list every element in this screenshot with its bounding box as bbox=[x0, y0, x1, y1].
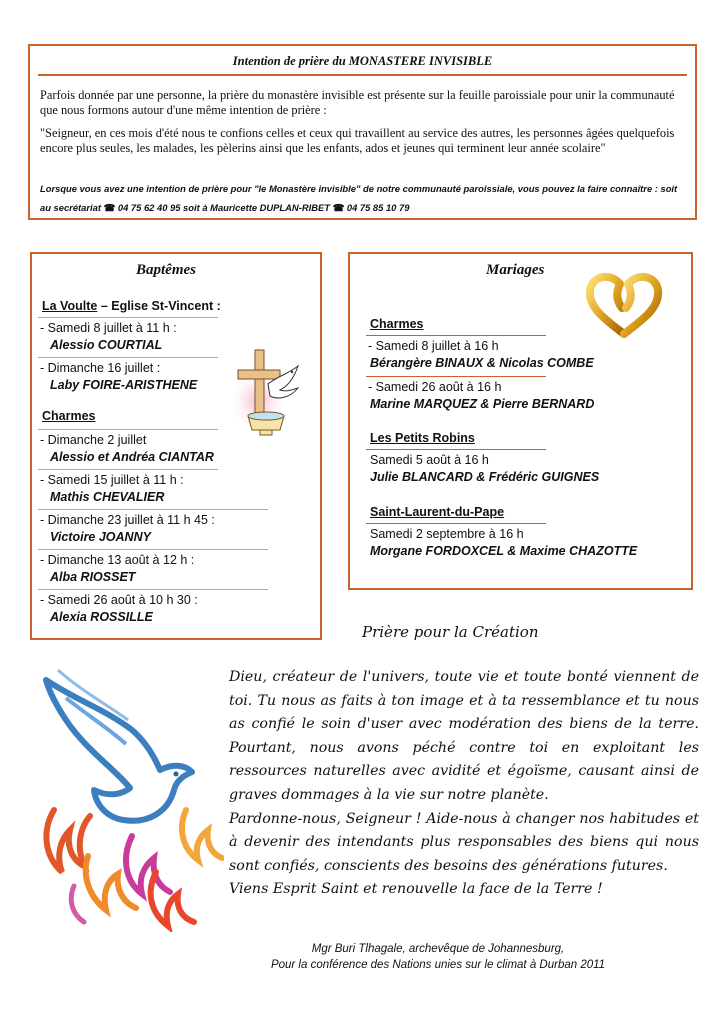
phone-icon: ☎ bbox=[332, 202, 347, 213]
phone-mauricette: 04 75 85 10 79 bbox=[346, 202, 410, 213]
monastere-title: Intention de prière du MONASTERE INVISIBLE bbox=[232, 54, 493, 68]
baptemes-group-title: Charmes bbox=[42, 409, 96, 423]
monastere-contact bbox=[40, 179, 687, 217]
priere-paragraph: Pardonne-nous, Seigneur ! Aide-nous à changer nos habitudes et à devenir des intendants plus responsables des biens qui nous sont confiés, conscients des besoins des générations futures. bbox=[229, 810, 699, 874]
bapteme-date: - Samedi 8 juillet à 11 h : bbox=[40, 321, 177, 335]
bapteme-names: Victoire JOANNY bbox=[50, 530, 151, 544]
separator bbox=[366, 376, 546, 377]
separator bbox=[38, 589, 268, 590]
bapteme-names: Alba RIOSSET bbox=[50, 570, 136, 584]
mariage-date: - Samedi 8 juillet à 16 h bbox=[368, 339, 499, 353]
mariage-names: Julie BLANCARD & Frédéric GUIGNES bbox=[370, 470, 600, 484]
separator bbox=[366, 523, 546, 524]
wedding-rings-icon bbox=[582, 268, 666, 340]
title-rule bbox=[38, 74, 687, 76]
holy-spirit-dove-flames-icon bbox=[36, 660, 224, 932]
bapteme-date: - Dimanche 16 juillet : bbox=[40, 361, 161, 375]
mariage-date: Samedi 2 septembre à 16 h bbox=[370, 527, 524, 541]
mariage-names: Marine MARQUEZ & Pierre BERNARD bbox=[370, 397, 595, 411]
mariages-group-title: Charmes bbox=[370, 317, 424, 331]
bapteme-names: Mathis CHEVALIER bbox=[50, 490, 165, 504]
separator bbox=[38, 509, 268, 510]
mariages-title: Mariages bbox=[486, 262, 545, 278]
mariage-names: Morgane FORDOXCEL & Maxime CHAZOTTE bbox=[370, 544, 638, 558]
separator bbox=[38, 469, 218, 470]
bapteme-date: - Dimanche 2 juillet bbox=[40, 433, 147, 447]
bapteme-date: - Samedi 26 août à 10 h 30 : bbox=[40, 593, 198, 607]
signature-line: Pour la conférence des Nations unies sur le climat à Durban 2011 bbox=[270, 959, 606, 971]
baptemes-title: Baptêmes bbox=[136, 262, 196, 278]
bapteme-date: - Dimanche 13 août à 12 h : bbox=[40, 553, 195, 567]
contact-text-b: soit à Mauricette DUPLAN-RIBET bbox=[180, 202, 333, 213]
mariage-date: - Samedi 26 août à 16 h bbox=[368, 380, 502, 394]
priere-paragraph: Dieu, créateur de l'univers, toute vie et toute bonté viennent de toi. Tu nous as faits à ton image et à ta ressemblance et tu nous as confié le soin d'user avec modération des biens de la terre. Pourtant, nous avons péché contre toi en exploitant les ressources naturelles avec avidité et égoïsme, causant ainsi de graves dommages à la vie sur notre planète. bbox=[229, 669, 699, 803]
separator bbox=[366, 335, 546, 336]
baptemes-group-title: La Voulte – Eglise St-Vincent : bbox=[42, 299, 221, 313]
contact-text-a: Lorsque vous avez une intention de prière pour "le Monastère invisible" de notre communauté paroissiale, vous pouvez la faire connaître : soit au secrétariat bbox=[40, 183, 678, 213]
mariage-date: Samedi 5 août à 16 h bbox=[370, 453, 489, 467]
separator bbox=[38, 317, 218, 318]
mariage-names: Bérangère BINAUX & Nicolas COMBE bbox=[370, 356, 594, 370]
bapteme-date: - Samedi 15 juillet à 11 h : bbox=[40, 473, 184, 487]
monastere-box bbox=[28, 44, 697, 220]
mariages-group-title: Les Petits Robins bbox=[370, 431, 475, 445]
priere-signature bbox=[218, 941, 658, 973]
baptemes-box bbox=[30, 252, 322, 640]
bapteme-names: Alessio COURTIAL bbox=[50, 338, 163, 352]
mariages-box bbox=[348, 252, 693, 590]
separator bbox=[366, 449, 546, 450]
phone-secretariat: 04 75 62 40 95 bbox=[117, 202, 181, 213]
priere-title: Prière pour la Création bbox=[362, 623, 539, 641]
priere-body bbox=[229, 666, 699, 902]
bapteme-names: Alessio et Andréa CIANTAR bbox=[50, 450, 214, 464]
monastere-quote: "Seigneur, en ces mois d'été nous te confions celles et ceux qui travaillent au service des autres, les personnes âgées quelquefois encore plus seules, les malades, les pèlerins ainsi que les enfants, ados et jeunes qui terminent leur année scolaire" bbox=[40, 126, 675, 155]
baptism-dove-cross-icon bbox=[228, 346, 306, 438]
monastere-intro: Parfois donnée par une personne, la prière du monastère invisible est présente sur la feuille paroissiale pour unir la communauté que nous formons autour d'une même intention de prière : bbox=[40, 88, 675, 117]
bapteme-names: Laby FOIRE-ARISTHENE bbox=[50, 378, 198, 392]
signature-line: Mgr Buri Tlhagale, archevêque de Johannesburg, bbox=[311, 943, 565, 955]
bapteme-names: Alexia ROSSILLE bbox=[50, 610, 153, 624]
mariages-group-title: Saint-Laurent-du-Pape bbox=[370, 505, 505, 519]
separator bbox=[38, 429, 218, 430]
bapteme-date: - Dimanche 23 juillet à 11 h 45 : bbox=[40, 513, 215, 527]
separator bbox=[38, 357, 218, 358]
phone-icon: ☎ bbox=[103, 202, 118, 213]
separator bbox=[38, 549, 268, 550]
priere-paragraph: Viens Esprit Saint et renouvelle la face de la Terre ! bbox=[229, 881, 603, 898]
